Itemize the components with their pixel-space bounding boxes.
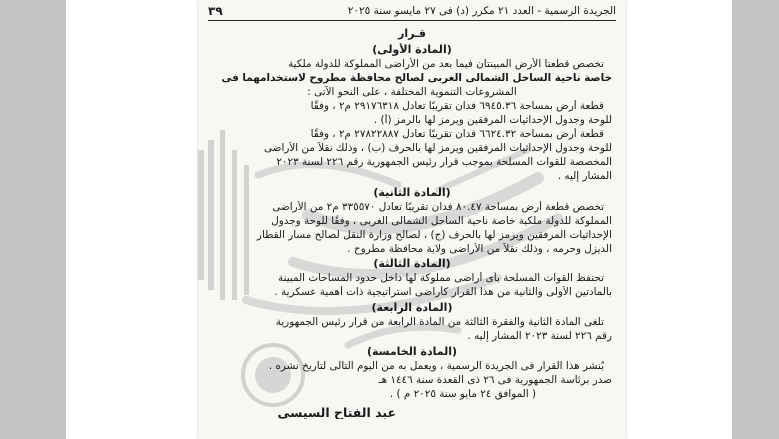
article-text-line: رقم ٢٢٦ لسنة ٢٠٢٣ المشار إليه .: [467, 330, 612, 342]
article-text-line: ( الموافق ٢٤ مايو سنة ٢٠٢٥ م ) .: [389, 388, 536, 400]
right-margin-band: [732, 0, 779, 439]
article-text-line: للوحة وجدول الإحداثيات المرفقين ويرمز لها بالرمز (أ) .: [373, 114, 612, 126]
article-text-line: الديزل وحرمه ، وذلك نقلاً من الأراضى ولاية محافظة مطروح .: [347, 243, 612, 255]
page-number: ٣٩: [208, 4, 223, 18]
left-margin-band: [0, 0, 66, 439]
article-text-line: الإحداثيات المرفقين ويرمز لها بالحرف (ج) ، لصالح وزارة النقل لصالح مسار القطار: [256, 229, 612, 241]
article-heading: (المادة الخامسة): [366, 345, 458, 358]
article-text-line: قطعة أرض بمساحة ٦٦٢٤.٣٢ فدان تقريبًا تعادل ٢٧٨٢٢٨٨٧ م٢ ، وفقًا: [310, 128, 604, 140]
article-text-line: قطعة أرض بمساحة ٦٩٤٥.٣٦ فدان تقريبًا تعادل ٢٩١٧٦٣١٨ م٢ ، وفقًا: [310, 100, 604, 112]
article-text-line: صدر برئاسة الجمهورية فى ٢٦ ذى القعدة سنة ١٤٤٦ هـ: [378, 374, 612, 386]
article-text-line: خاصة ناحية الساحل الشمالى الغربى لصالح محافظة مطروح لاستخدامهما فى: [221, 72, 612, 84]
decision-title: قـرار: [398, 27, 426, 40]
article-heading: (المادة الثالثة): [373, 257, 451, 270]
article-text-line: المشار إليه .: [557, 170, 612, 182]
article-text-line: تحتفظ القوات المسلحة بأى أراضى مملوكة لها داخل حدود المساحات المبينة: [278, 272, 604, 284]
article-text-line: يُنشر هذا القرار فى الجريدة الرسمية ، ويعمل به من اليوم التالى لتاريخ نشره .: [268, 360, 604, 372]
document-content: [198, 0, 626, 439]
article-heading: (المادة الأولى): [372, 43, 452, 56]
document-page: [198, 0, 626, 439]
article-text-line: تخصص قطعة أرض بمساحة ٨٠.٤٧ فدان تقريبًا تعادل ٣٣٥٥٧٠ م٢ من الأراضى: [272, 201, 604, 213]
article-text-line: المملوكة للدولة ملكية خاصة ناحية الساحل الشمالى الغربى ، وفقًا للوحة وجدول: [271, 215, 612, 227]
article-text-line: تلغى المادة الثانية والفقرة الثالثة من المادة الرابعة من قرار رئيس الجمهورية: [275, 316, 604, 328]
article-text-line: للوحة وجدول الإحداثيات المرفقين ويرمز لها بالحرف (ب) ، وذلك نقلاً من الأراضى: [263, 142, 612, 154]
article-heading: (المادة الرابعة): [371, 301, 453, 314]
article-text-line: تخصص قطعتا الأرض المبينتان فيما بعد من الأراضى المملوكة للدولة ملكية: [288, 58, 604, 70]
gazette-header: [208, 2, 616, 21]
article-text-line: المخصصة للقوات المسلحة بموجب قرار رئيس الجمهورية رقم ٢٢٦ لسنة ٢٠٢٣: [276, 156, 612, 168]
article-heading: (المادة الثانية): [373, 186, 451, 199]
signature-name: عبد الفتاح السيسى: [277, 406, 396, 419]
article-text-line: بالمادتين الأولى والثانية من هذا القرار كأراضى استراتيجية ذات أهمية عسكرية .: [274, 286, 612, 298]
gazette-header-title: الجريدة الرسمية - العدد ٢١ مكرر (د) فى ٢٧ مايسو سنة ٢٠٢٥: [347, 5, 616, 17]
article-text-line: المشروعات التنموية المختلفة ، على النحو الآتى :: [307, 86, 517, 98]
